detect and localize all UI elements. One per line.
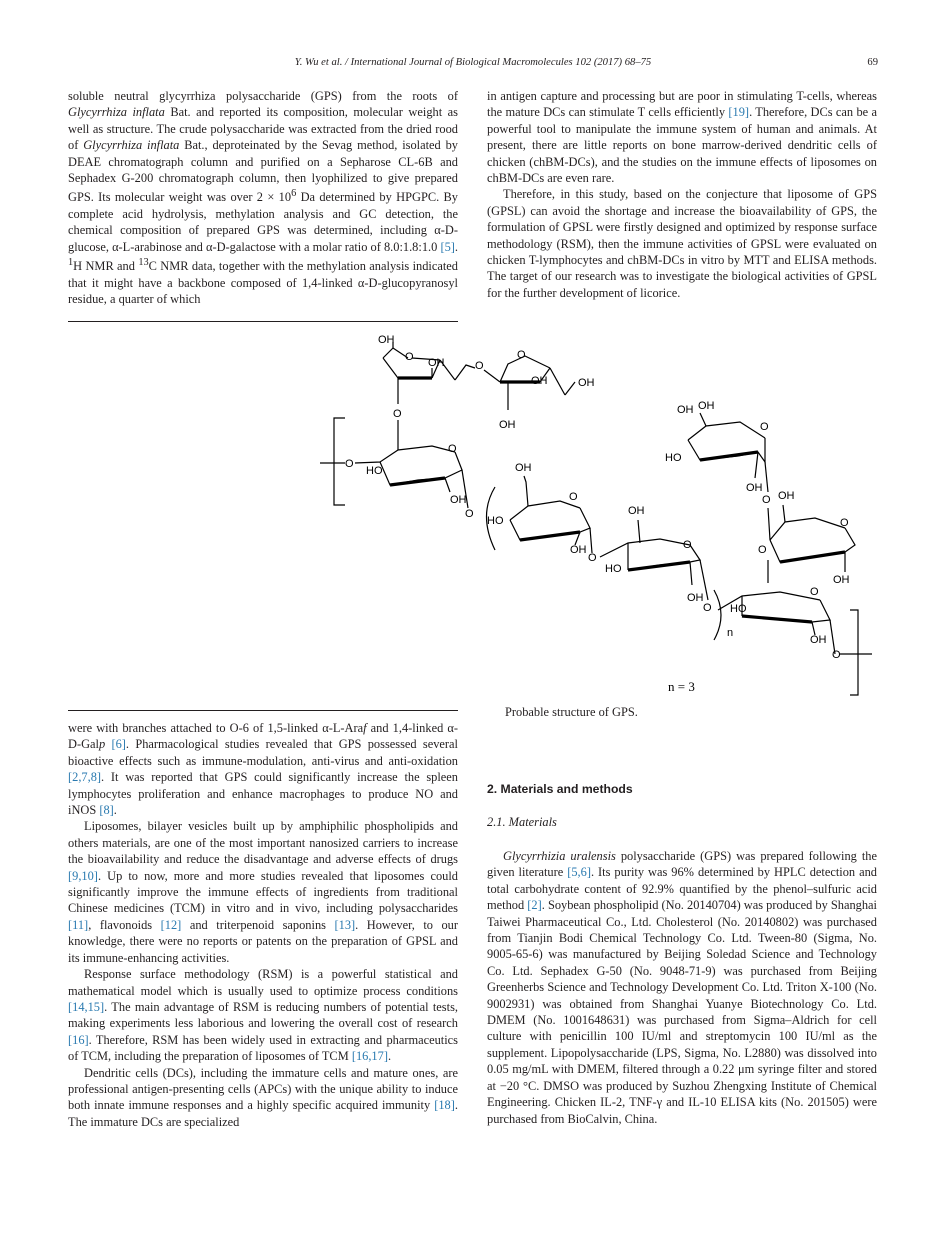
label-o: O bbox=[569, 491, 578, 503]
label-oh: OH bbox=[578, 377, 595, 389]
column-left-bottom bbox=[68, 720, 458, 1130]
subsection-heading: 2.1. Materials bbox=[487, 815, 557, 829]
citation-link[interactable]: [16] bbox=[68, 1032, 89, 1047]
label-oh: OH bbox=[687, 592, 704, 604]
citation-link[interactable]: [9,10] bbox=[68, 868, 98, 883]
label-ho: HO bbox=[730, 603, 747, 615]
label-o: O bbox=[762, 494, 771, 506]
label-ho: HO bbox=[487, 515, 504, 527]
paragraph: Dendritic cells (DCs), including the immature cells and mature ones, are professional antigen-presenting cells (APCs) with the unique ability to induce both innate immune responses and a highly specific acquired immunity [18]. The immature DCs are specialized bbox=[68, 1065, 458, 1129]
paragraph: soluble neutral glycyrrhiza polysaccharide (GPS) from the roots of Glycyrrhiza inflata Bat. and reported its composition, molecular weight as well as structure. The crude polysaccharide was extracted from the dried rood of Glycyrrhiza inflata Bat., deproteinated by the Sevag method, isolated by DEAE chromatograph column and purified on a Sepharose CL-6B and Sephadex G-200 chromatograph column, then lyophilized to give prepared GPS. Its molecular weight was over $2 \times 10^6$ Da determined by HPGPC. By complete acid hydrolysis, methylation analysis and GC detection, the chemical composition of prepared GPS was determined, including α-D-glucose, α-L-arabinose and α-D-galactose with a molar ratio of 8.0:1.8:1.0 [5]. $^1$H NMR and $^{13}$C NMR data, together with the methylation analysis indicated that it might have a backbone composed of 1,4-linked α-D-glucopyranosyl residue, a quarter of which bbox=[68, 89, 459, 307]
label-o: O bbox=[345, 458, 354, 470]
paragraph: Response surface methodology (RSM) is a powerful statistical and mathematical model which is usually used to optimize process conditions [14,15]. The main advantage of RSM is reducing numbers of potential tests, making experiments less laborious and lowering the overall cost of research [16]. Therefore, RSM has been widely used in extracting and pharmaceutics of TCM, including the preparation of liposomes of TCM [16,17]. bbox=[68, 967, 458, 1064]
citation-link[interactable]: [18] bbox=[434, 1098, 455, 1113]
label-o: O bbox=[588, 552, 597, 564]
label-oh: OH bbox=[499, 419, 516, 431]
label-oh: OH bbox=[810, 634, 827, 646]
glucopyranose-ring-b bbox=[510, 476, 592, 553]
right-bracket bbox=[850, 610, 858, 695]
label-o: O bbox=[832, 649, 841, 661]
label-n: n bbox=[727, 627, 734, 639]
label-o: O bbox=[448, 443, 457, 455]
citation-link[interactable]: [5,6] bbox=[567, 865, 591, 880]
label-oh: OH bbox=[570, 544, 587, 556]
figure-caption: Probable structure of GPS. bbox=[505, 705, 638, 719]
arabinofuranose-ring-1 bbox=[383, 342, 455, 404]
gps-structure-diagram bbox=[300, 328, 890, 700]
citation-link[interactable]: [2,7,8] bbox=[68, 770, 102, 785]
paragraph: were with branches attached to O-6 of 1,5-linked α-L-Araf and 1,4-linked α-D-Galp [6]. Pharmacological studies revealed that GPS possessed several bioactive effects such as immune-modulation, anti-virus and anti-oxidation [2,7,8]. It was reported that GPS could significantly increase the spleen lymphocytes proliferation and enhance macrophages to produce NO and iNOS [8]. bbox=[68, 721, 459, 818]
label-o: O bbox=[475, 360, 484, 372]
label-oh: OH bbox=[378, 334, 395, 346]
label-o: O bbox=[405, 351, 414, 363]
citation-link[interactable]: [16,17] bbox=[351, 1049, 388, 1064]
citation-link[interactable]: [8] bbox=[99, 803, 114, 818]
left-bracket bbox=[334, 418, 345, 505]
citation-link[interactable]: [2] bbox=[527, 898, 542, 913]
citation-link[interactable]: [14,15] bbox=[68, 999, 105, 1014]
repeat-close-paren bbox=[714, 590, 721, 640]
figure-top-rule bbox=[68, 321, 458, 322]
label-n-equals: n = 3 bbox=[668, 679, 695, 694]
label-ho: HO bbox=[366, 465, 383, 477]
label-o: O bbox=[703, 602, 712, 614]
label-oh: OH bbox=[450, 494, 467, 506]
glucopyranose-ring-e bbox=[768, 505, 855, 572]
label-oh: OH bbox=[698, 400, 715, 412]
column-right-top bbox=[487, 88, 877, 301]
citation-link[interactable]: [13] bbox=[334, 917, 356, 932]
label-oh: OH bbox=[677, 404, 694, 416]
citation-link[interactable]: [6] bbox=[111, 737, 126, 752]
running-header bbox=[68, 57, 878, 71]
label-o: O bbox=[840, 517, 849, 529]
label-oh: OH bbox=[746, 482, 763, 494]
label-o: O bbox=[758, 544, 767, 556]
citation-link[interactable]: [19] bbox=[728, 105, 750, 120]
label-o: O bbox=[517, 349, 526, 361]
citation-link[interactable]: [12] bbox=[160, 917, 182, 932]
label-ho: HO bbox=[605, 563, 622, 575]
journal-citation: Y. Wu et al. / International Journal of Biological Macromolecules 102 (2017) 68–75 bbox=[294, 57, 652, 68]
section-heading: 2. Materials and methods bbox=[487, 782, 633, 796]
paragraph: in antigen capture and processing but are poor in stimulating T-cells, whereas the mature DCs can stimulate T cells efficiently [19]. Therefore, DCs can be a powerful tool to manipulate the immune system of human and animals. At present, there are little reports on bone marrow-derived dendritic cells of chicken (chBM-DCs), and the studies on the immune effects of liposomes on chBM-DCs are even rare. bbox=[487, 89, 877, 186]
label-ho: HO bbox=[665, 452, 682, 464]
label-oh: OH bbox=[628, 505, 645, 517]
paragraph: Liposomes, bilayer vesicles built up by amphiphilic phospholipids and others materials, are one of the most important nanosized carriers to increase the bioavailability and reduce the disadvantage and adverse effects of drugs [9,10]. Up to now, more and more studies revealed that liposomes could significantly improve the immune effects of ingredients from traditional Chinese medicines (TCM) in vitro and in vivo, including polysaccharides [11], flavonoids [12] and triterpenoid saponins [13]. However, to our knowledge, there were no reports or patents on the preparation of GPSL and its immune-enhancing activities. bbox=[68, 819, 459, 965]
label-oh: OH bbox=[515, 462, 532, 474]
column-left-top bbox=[68, 88, 458, 308]
glucopyranose-ring-c bbox=[600, 520, 708, 600]
citation-link[interactable]: [11] bbox=[68, 917, 89, 932]
page-number: 69 bbox=[867, 57, 878, 68]
label-o: O bbox=[760, 421, 769, 433]
citation-link[interactable]: [5] bbox=[440, 239, 455, 254]
galactopyranose-ring-d bbox=[688, 413, 768, 492]
arabinofuranose-ring-2 bbox=[484, 356, 575, 410]
label-oh: OH bbox=[833, 574, 850, 586]
label-o: O bbox=[393, 408, 402, 420]
paragraph: Glycyrrhizia uralensis polysaccharide (GPS) was prepared following the given literature [5,6]. Its purity was 96% determined by HPLC detection and total carbohydrate content of 92.9% quantified by the phenol–sulfuric acid method [2]. Soybean phospholipid (No. 20140704) was produced by Shanghai Taiwei Pharmaceutical Co., Ltd. Cholesterol (No. 20140802) was purchased from Tianjin Bodi Chemical Technology Co. Ltd. Tween-80 (Sigma, No. 9005-65-6) was manufactured by Beijing Soledad Science and Technology Co. Ltd. Sephadex G-50 (No. 9048-71-9) was purchased from Beijing Greenherbs Science and Technology Development Co. Ltd. Triton X-100 (No. 9002931) was obtained from Shanghai Yuanye Biotechnology Co. Ltd. DMEM (No. 1001648631) was purchased from Sigma–Aldrich for cell culture with penicillin 100 IU/ml and streptomycin 100 IU/ml as the supplement. Lipopolysaccharide (LPS, Sigma, No. L2880) was dissolved into 0.05 mg/mL with DMEM, filtered through a 0.22 μm syringe filter and stored at −20 °C. DMSO was produced by Suzhou Zhengxing Institute of Chemical Engineering. Chicken IL-2, TNF-γ and IL-10 ELISA kits (No. 201505) were purchased from BioCalvin, China. bbox=[487, 849, 877, 1126]
label-oh: OH bbox=[428, 357, 445, 369]
label-oh: OH bbox=[531, 375, 548, 387]
label-o: O bbox=[465, 508, 474, 520]
label-oh: OH bbox=[778, 490, 795, 502]
label-o: O bbox=[683, 539, 692, 551]
figure-bottom-rule bbox=[68, 710, 458, 711]
label-o: O bbox=[810, 586, 819, 598]
column-right-bottom bbox=[487, 848, 877, 1127]
paragraph: Therefore, in this study, based on the conjecture that liposome of GPS (GPSL) can avoid the shortage and increase the bioavailability of GPS, the formulation of GPSL were firstly designed and optimized by response surface methodology (RSM), then the immune activities of GPSL were evaluated on chicken T-lymphocytes and chBM-DCs in vitro by MTT and ELISA methods. The target of our research was to investigate the biological activities of GPSL for the further development of licorice. bbox=[487, 187, 877, 300]
